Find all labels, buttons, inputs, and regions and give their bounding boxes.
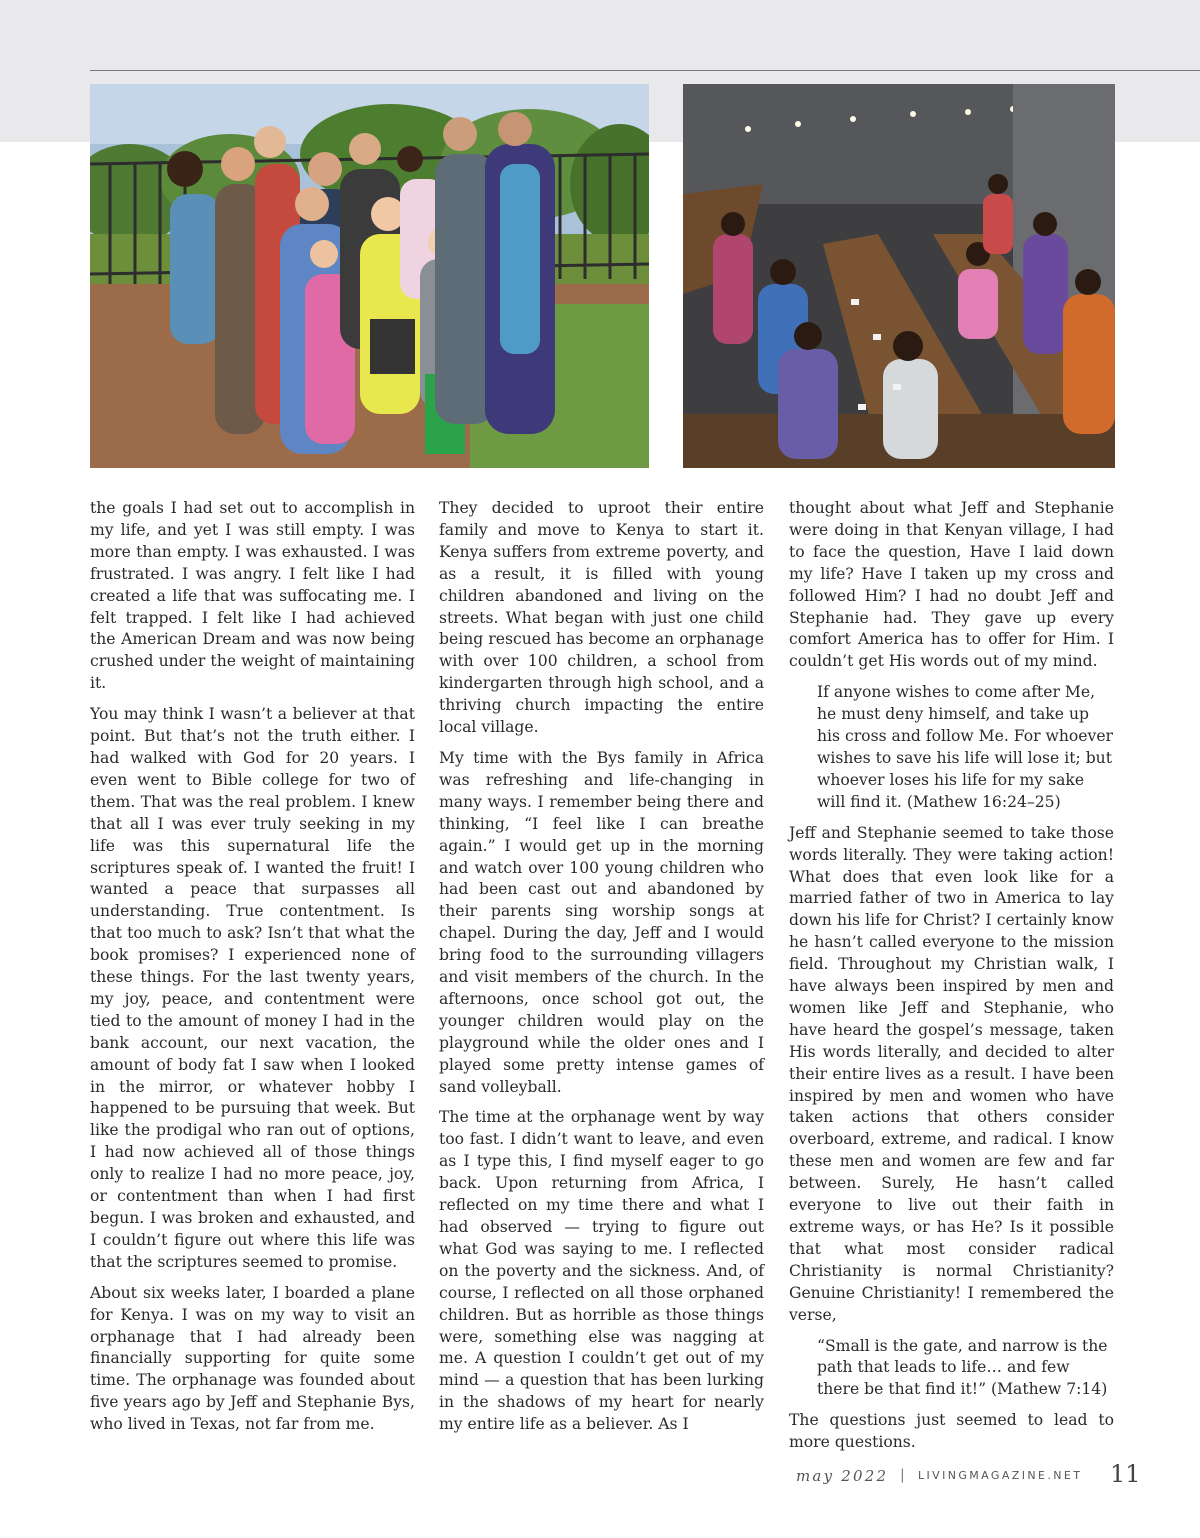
footer-separator: | [900,1467,905,1483]
scripture-quote: If anyone wishes to come after Me, he must deny himself, and take up his cross and follow Me. For whoever wishes to save his life will lose it; but whoever loses his life for my sake will find it. (Mathew 16:24–25) [817,683,1114,811]
article-column-1 [90,498,415,1445]
article-column-3 [789,498,1114,1463]
paragraph: thought about what Jeff and Stephanie were doing in that Kenyan village, I had to face the question, Have I laid down my life? Have I taken up my cross and followed Him? I had no doubt Jeff and Stephanie had. They gave up every comfort America has to offer for Him. I couldn’t get His words out of my mind. [789,499,1114,671]
page-number: 11 [1110,1460,1141,1488]
paragraph: You may think I wasn’t a believer at that point. But that’s not the truth either. I had walked with God for 20 years. I even went to Bible college for two of them. That was the real problem. I knew that all I was ever truly seeking in my life was this supernatural life the scriptures speak of. I wanted the fruit! I wanted a peace that surpasses all understanding. True contentment. Is that too much to ask? Isn’t that what the book promises? I experienced none of these things. For the last twenty years, my joy, peace, and contentment were tied to the amount of money I had in the bank account, our next vacation, the amount of body fat I saw when I looked in the mirror, or whatever hobby I happened to be pursuing that week. But like the prodigal who ran out of options, I had now achieved all of those things only to realize I had no more peace, joy, or contentment than when I had first begun. I was broken and exhausted, and I couldn’t figure out where this life was that the scriptures seemed to promise. [90,705,415,1271]
scripture-quote: “Small is the gate, and narrow is the path that leads to life… and few there be that find it!” (Mathew 7:14) [817,1336,1108,1399]
paragraph: the goals I had set out to accomplish in my life, and yet I was still empty. I was more than empty. I was exhausted. I was frustrated. I was angry. I felt like I had created a life that was suffocating me. I felt trapped. I felt like I had achieved the American Dream and was now being crushed under the weight of maintaining it. [90,499,415,693]
page-footer [796,1462,1146,1492]
paragraph: They decided to uproot their entire family and move to Kenya to start it. Kenya suffers from extreme poverty, and as a result, it is filled with young children abandoned and living on the streets. What began with just one child being rescued has become an orphanage with over 100 children, a school from kindergarten through high school, and a thriving church impacting the entire local village. [439,499,764,737]
children-at-tables-photo [683,84,1115,468]
paragraph: About six weeks later, I boarded a plane for Kenya. I was on my way to visit an orphanage that I had already been financially supporting for quite some time. The orphanage was founded about five years ago by Jeff and Stephanie Bys, who lived in Texas, not far from me. [90,1283,415,1434]
family-group-photo [90,84,649,468]
paragraph: The time at the orphanage went by way too fast. I didn’t want to leave, and even as I type this, I find myself eager to go back. Upon returning from Africa, I reflected on my time there and what I had observed — trying to figure out what God was saying to me. I reflected on the poverty and the sickness. And, of course, I reflected on all those orphaned children. But as horrible as those things were, something else was nagging at me. A question I couldn’t get out of my mind — a question that has been lurking in the shadows of my heart for nearly my entire life as a believer. As I [439,1108,764,1434]
article-column-2 [439,498,764,1445]
header-rule [90,70,1200,71]
paragraph: My time with the Bys family in Africa was refreshing and life-changing in many ways. I remember being there and thinking, “I feel like I can breathe again.” I would get up in the morning and watch over 100 young children who had been cast out and abandoned by their parents sing worship songs at chapel. During the day, Jeff and I would bring food to the surrounding villagers and visit members of the church. In the afternoons, once school got out, the younger children would play on the playground while the older ones and I played some pretty intense games of sand volleyball. [439,748,764,1096]
issue-date: may 2022 [796,1467,889,1485]
website-link[interactable]: LIVINGMAGAZINE.NET [918,1469,1083,1482]
paragraph: Jeff and Stephanie seemed to take those words literally. They were taking action! What does that even look like for a married father of two in America to lay down his life for Christ? I certainly know he hasn’t called everyone to the mission field. Throughout my Christian walk, I have always been inspired by men and women like Jeff and Stephanie, who have heard the gospel’s message, taken His words literally, and decided to alter their entire lives as a result. I have been inspired by men and women who have taken actions that others consider overboard, extreme, and radical. I know these men and women are few and far between. Surely, He hasn’t called everyone to live out their faith in extreme ways, or has He? Is it possible that what most consider radical Christianity is normal Christianity? Genuine Christianity! I remembered the verse, [789,823,1114,1324]
paragraph: The questions just seemed to lead to more questions. [789,1411,1114,1452]
